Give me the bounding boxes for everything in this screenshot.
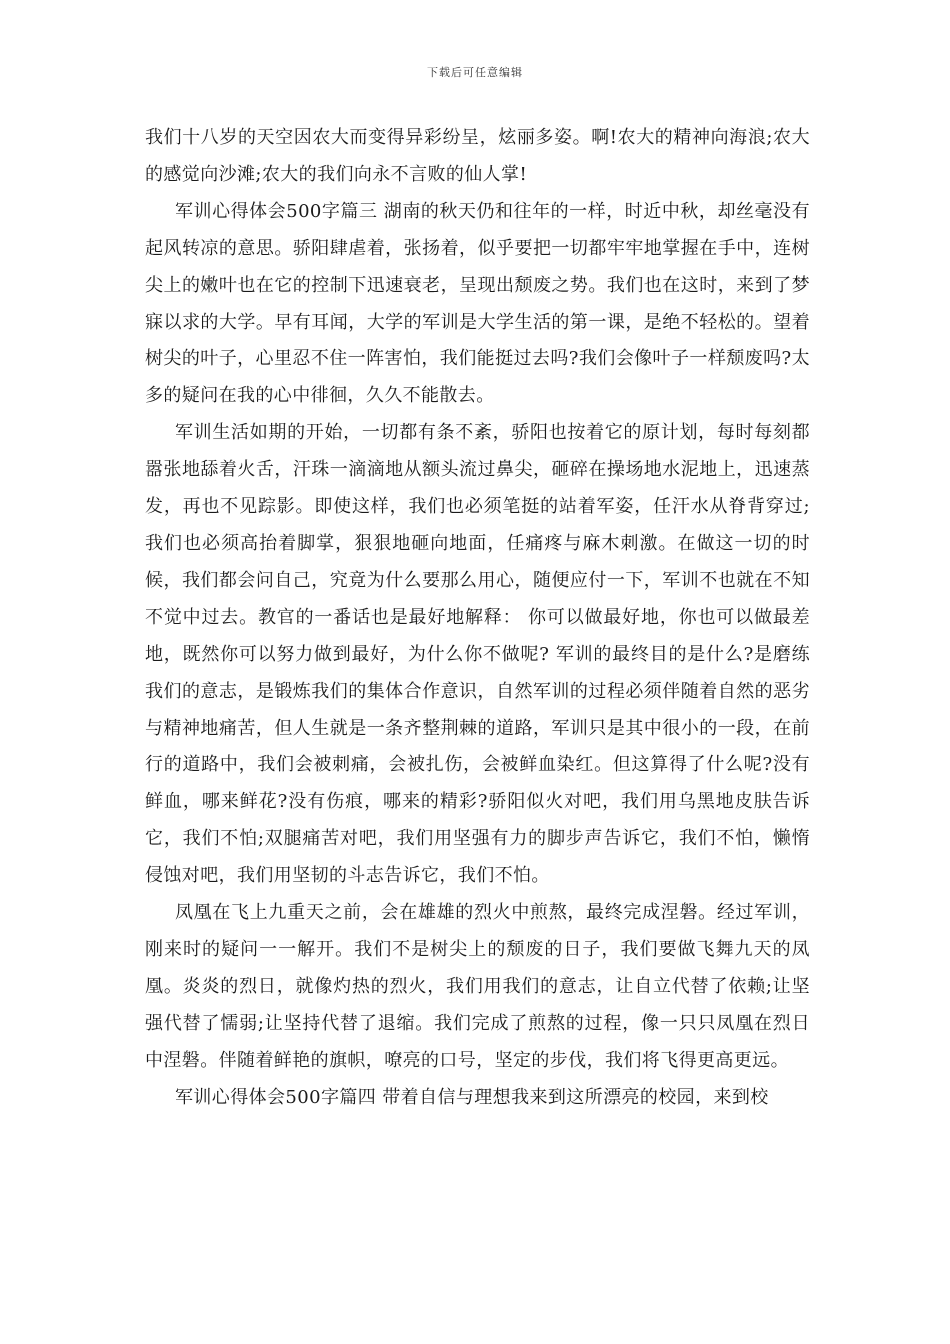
paragraph-4: 凤凰在飞上九重天之前，会在雄雄的烈火中煎熬，最终完成涅磐。经过军训，刚来时的疑问一一解开。我们不是树尖上的颓废的日子，我们要做飞舞九天的凤凰。炎炎的烈日，就像灼热的烈火，我们用我们的意志，让自立代替了依赖;让坚强代替了懦弱;让坚持代替了退缩。我们完成了煎熬的过程，像一只只凤凰在烈日中涅磐。伴随着鲜艳的旗帜，嘹亮的口号，坚定的步伐，我们将飞得更高更远。 [145, 902, 810, 1071]
document-body [145, 120, 810, 1116]
paragraph-5: 军训心得体会500字篇四 带着自信与理想我来到这所漂亮的校园，来到校 [175, 1086, 769, 1108]
paragraph-3: 军训生活如期的开始，一切都有条不紊，骄阳也按着它的原计划，每时每刻都嚣张地舔着火舌，汗珠一滴滴地从额头流过鼻尖，砸碎在操场地水泥地上，迅速蒸发，再也不见踪影。即使这样，我们也必须笔挺的站着军姿，任汗水从脊背穿过;我们也必须高抬着脚掌，狠狠地砸向地面，任痛疼与麻木刺激。在做这一切的时候，我们都会问自己，究竟为什么要那么用心，随便应付一下，军训不也就在不知不觉中过去。教官的一番话也是最好地解释： 你可以做最好地，你也可以做最差地，既然你可以努力做到最好，为什么你不做呢? 军训的最终目的是什么?是磨练我们的意志，是锻炼我们的集体合作意识，自然军训的过程必须伴随着自然的恶劣与精神地痛苦，但人生就是一条齐整荆棘的道路，军训只是其中很小的一段，在前行的道路中，我们会被刺痛，会被扎伤，会被鲜血染红。但这算得了什么呢?没有鲜血，哪来鲜花?没有伤痕，哪来的精彩?骄阳似火对吧，我们用乌黑地皮肤告诉它，我们不怕;双腿痛苦对吧，我们用坚强有力的脚步声告诉它，我们不怕，懒惰侵蚀对吧，我们用坚韧的斗志告诉它，我们不怕。 [145, 422, 810, 887]
page-header-note: 下载后可任意编辑 [427, 66, 523, 79]
paragraph-1: 我们十八岁的天空因农大而变得异彩纷呈，炫丽多姿。啊!农大的精神向海浪;农大的感觉向沙滩;农大的我们向永不言败的仙人掌! [145, 127, 810, 185]
paragraph-2: 军训心得体会500字篇三 湖南的秋天仍和往年的一样，时近中秋，却丝毫没有起风转凉的意思。骄阳肆虐着，张扬着，似乎要把一切都牢牢地掌握在手中，连树尖上的嫩叶也在它的控制下迅速衰老，呈现出颓废之势。我们也在这时，来到了梦寐以求的大学。早有耳闻，大学的军训是大学生活的第一课，是绝不轻松的。望着树尖的叶子，心里忍不住一阵害怕，我们能挺过去吗?我们会像叶子一样颓废吗?太多的疑问在我的心中徘徊，久久不能散去。 [145, 200, 810, 407]
